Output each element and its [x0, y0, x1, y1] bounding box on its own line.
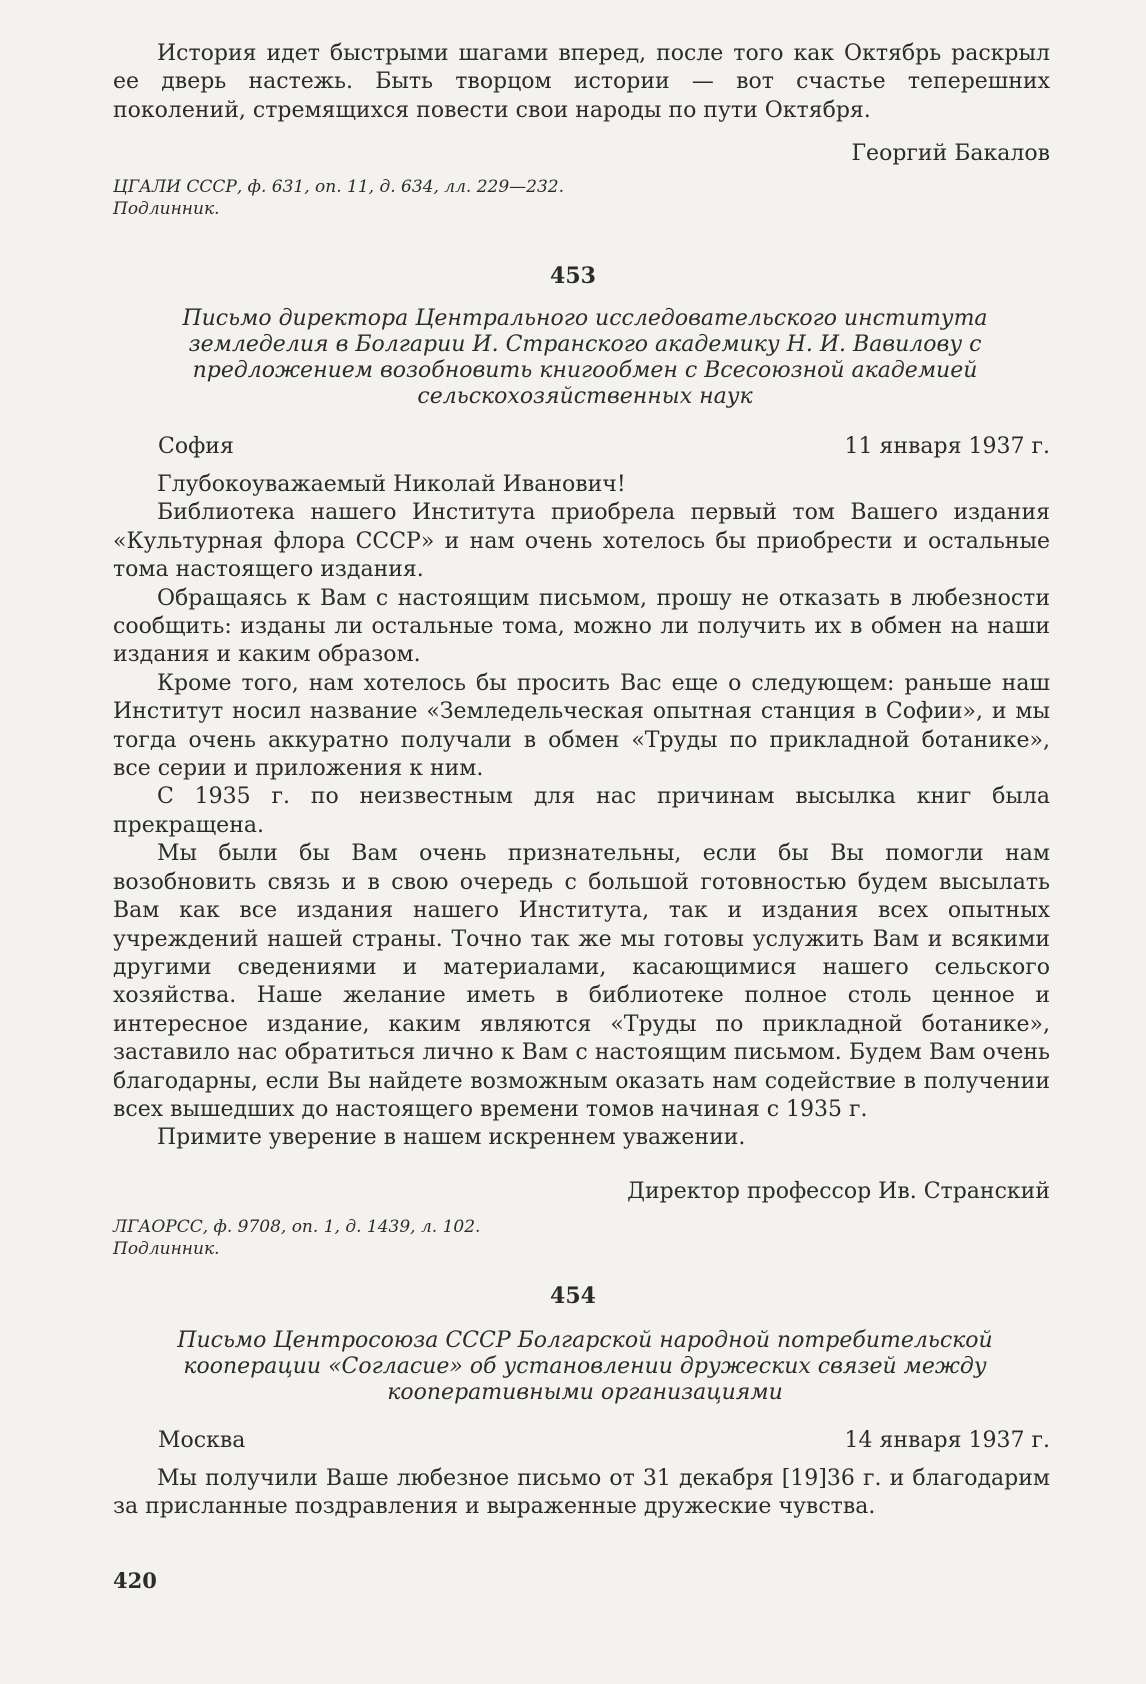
top-source-original: Подлинник. — [113, 199, 220, 219]
doc453-title: Письмо директора Центрального исследовательского института земледелия в Болгарии И. Странского академику Н. И. Вавилову с предложением возобновить книгообмен с Всесоюзной академией сельскохозяйственных наук — [182, 306, 988, 409]
doc453-place: София — [158, 434, 234, 459]
doc453-paragraph: Кроме того, нам хотелось бы просить Вас еще о следующем: раньше наш Институт носил название «Земледельческая опытная станция в Софии», и мы тогда очень аккуратно получали в обмен «Труды по прикладной ботанике», все серии и приложения к ним. — [113, 670, 1050, 782]
doc453-date: 11 января 1937 г. — [844, 434, 1050, 459]
doc453-source-archive: ЛГАОРСС, ф. 9708, оп. 1, д. 1439, л. 102. — [113, 1217, 481, 1237]
doc454-title: Письмо Центросоюза СССР Болгарской народной потребительской кооперации «Согласие» об установлении дружеских связей между кооперативными организациями — [177, 1328, 993, 1405]
top-source-reference — [113, 176, 564, 220]
doc454-body — [113, 1465, 1050, 1522]
doc453-signature: Директор профессор Ив. Странский — [627, 1179, 1050, 1204]
doc454-place-date — [158, 1427, 1050, 1455]
doc453-place-date — [158, 433, 1050, 461]
top-signature: Георгий Бакалов — [851, 141, 1050, 166]
doc453-paragraph: Обращаясь к Вам с настоящим письмом, прошу не отказать в любезности сообщить: изданы ли остальные тома, можно ли получить их в обмен на наши издания и каким образом. — [113, 585, 1050, 668]
doc453-source-original: Подлинник. — [113, 1239, 220, 1259]
top-text-block — [113, 40, 1050, 125]
doc453-body — [113, 471, 1050, 1153]
doc454-paragraph: Мы получили Ваше любезное письмо от 31 декабря [19]36 г. и благодарим за присланные поздравления и выраженные дружеские чувства. — [113, 1466, 1050, 1520]
doc453-closing: Примите уверение в нашем искреннем уважении. — [157, 1125, 746, 1151]
page-number: 420 — [113, 1568, 157, 1593]
doc453-number: 453 — [550, 263, 596, 289]
top-source-archive: ЦГАЛИ СССР, ф. 631, оп. 11, д. 634, лл. 229—232. — [113, 177, 565, 197]
doc453-source-reference — [113, 1216, 480, 1260]
doc453-paragraph: С 1935 г. по неизвестным для нас причинам высылка книг была прекращена. — [113, 784, 1050, 838]
doc453-paragraph: Мы были бы Вам очень признательны, если бы Вы помогли нам возобновить связь и в свою очередь с большой готовностью будем высылать Вам как все издания нашего Института, так и издания всех опытных учреждений нашей страны. Точно так же мы готовы услужить Вам и всякими другими сведениями и материалами, касающимися нашего сельского хозяйства. Наше желание иметь в библиотеке полное столь ценное и интересное издание, каким являются «Труды по прикладной ботанике», заставило нас обратиться лично к Вам с настоящим письмом. Будем Вам очень благодарны, если Вы найдете возможным оказать нам содействие в получении всех вышедших до настоящего времени томов начиная с 1935 г. — [113, 841, 1050, 1122]
doc454-place: Москва — [158, 1428, 246, 1453]
doc454-date: 14 января 1937 г. — [844, 1428, 1050, 1453]
top-paragraph: История идет быстрыми шагами вперед, после того как Октябрь раскрыл ее дверь настежь. Быть творцом истории — вот счастье теперешних поколений, стремящихся повести свои народы по пути Октября. — [113, 41, 1050, 123]
doc453-paragraph: Библиотека нашего Института приобрела первый том Вашего издания «Культурная флора СССР» и нам очень хотелось бы приобрести и остальные тома настоящего издания. — [113, 500, 1050, 583]
doc454-number: 454 — [550, 1283, 596, 1309]
doc453-salutation: Глубокоуважаемый Николай Иванович! — [157, 472, 626, 497]
